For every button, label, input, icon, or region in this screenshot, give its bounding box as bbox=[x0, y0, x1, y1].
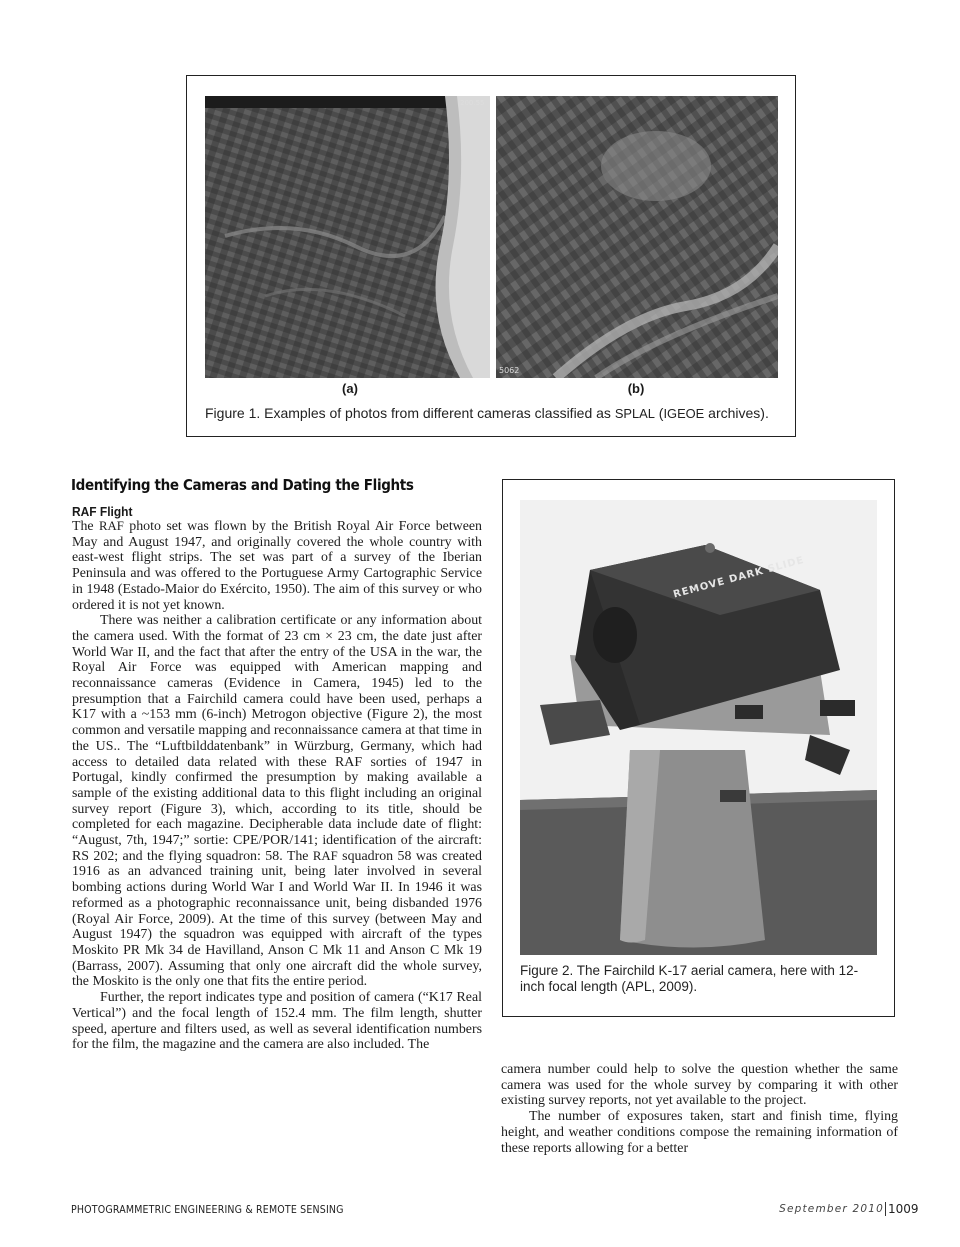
caption-text: archives). bbox=[704, 405, 769, 421]
figure-1b-aerial-photo bbox=[496, 96, 778, 378]
caption-abbrev-splal: SPLAL bbox=[614, 406, 655, 421]
paragraph: camera number could help to solve the question whether the same camera was used for the whole survey by comparing it with other existing survey reports, not yet available to the project. bbox=[501, 1062, 898, 1109]
section-heading: Identifying the Cameras and Dating the Flights bbox=[71, 476, 414, 494]
paragraph: Further, the report indicates type and position of camera (“K17 Real Vertical”) and the focal length of 152.4 mm. The film length, shutter speed, aperture and filters used, as well as several identification numbers for the film, the magazine and the camera are also included. The bbox=[72, 990, 482, 1053]
caption-abbrev-igeoe: IGEOE bbox=[663, 406, 705, 421]
footer-divider bbox=[885, 1202, 886, 1216]
right-column-text bbox=[501, 1062, 898, 1156]
photo-b-corner-code: 5062 bbox=[499, 366, 520, 375]
figure-1a-aerial-photo bbox=[205, 96, 490, 378]
camera-label: REMOVE DARK SLIDE bbox=[672, 554, 806, 601]
figure-1b-label: (b) bbox=[627, 381, 645, 396]
footer-date: September 2010 bbox=[779, 1203, 884, 1215]
paragraph: The RAF photo set was flown by the British Royal Air Force between May and August 1947, and originally covered the whole country with east-west flight strips. The set was part of a survey of the Iberian Peninsula and was offered to the Portuguese Army Cartographic Service in 1948 (Estado-Maior do Exército, 1950). The aim of this survey or who ordered it is not yet known. bbox=[72, 519, 482, 613]
page-number: 1009 bbox=[888, 1202, 919, 1216]
paragraph: The number of exposures taken, start and finish time, flying height, and weather conditions compose the remaining information of these reports allowing for a better bbox=[501, 1109, 898, 1156]
figure-1-caption bbox=[205, 405, 785, 421]
left-column-text bbox=[72, 519, 482, 1053]
subsection-heading: RAF Flight bbox=[72, 504, 133, 519]
caption-text: Figure 1. Examples of photos from different cameras classified as bbox=[205, 405, 615, 421]
footer-journal-name: PHOTOGRAMMETRIC ENGINEERING & REMOTE SENSING bbox=[71, 1203, 344, 1216]
figure-2-caption: Figure 2. The Fairchild K-17 aerial camera, here with 12-inch focal length (APL, 2009). bbox=[520, 963, 859, 994]
photo-a-corner-code: 200.55 bbox=[460, 99, 485, 107]
figure-1a-label: (a) bbox=[342, 381, 358, 396]
paragraph: There was neither a calibration certificate or any information about the camera used. With the format of 23 cm × 23 cm, the date just after World War II, and the fact that after the entry of the USA in the war, the Royal Air Force was equipped with American mapping and reconnaissance cameras (Evidence in Camera, 1945) led to the presumption that a Fairchild camera could have been used, perhaps a K17 with a ~153 mm (6-inch) Metrogon objective (Figure 2), the most common and versatile mapping and reconnaissance camera at that time in the US.. The “Luftbilddatenbank” in Würzburg, Germany, which had access to detailed data related with these RAF sorties of 1947 in Portugal, kindly confirmed the presumption by making available a sample of the existing additional data to this flight including an original survey report (Figure 3), which, according to its title, should be completed for each magazine. Decipherable data include date of flight: “August, 7th, 1947;” sortie: CPE/POR/141; identification of the aircraft: RS 202; and the flying squadron: 58. The RAF squadron 58 was created 1916 as an advanced training unit, being later involved in several bombing actions during World War I and World War II. In 1946 it was reformed as a photographic reconnaissance unit, being disbanded 1976 (Royal Air Force, 2009). At the time of this survey (between May and August 1947) the squadron was equipped with aircraft of the types Moskito PR Mk 34 de Havilland, Anson C Mk 11 and Anson C Mk 19 (Barrass, 2007). Assuming that only one aircraft did the whole survey, the Moskito is the only one that fits the entire period. bbox=[72, 613, 482, 990]
caption-text: ( bbox=[654, 405, 664, 421]
figure-2-camera-photo bbox=[520, 500, 877, 955]
